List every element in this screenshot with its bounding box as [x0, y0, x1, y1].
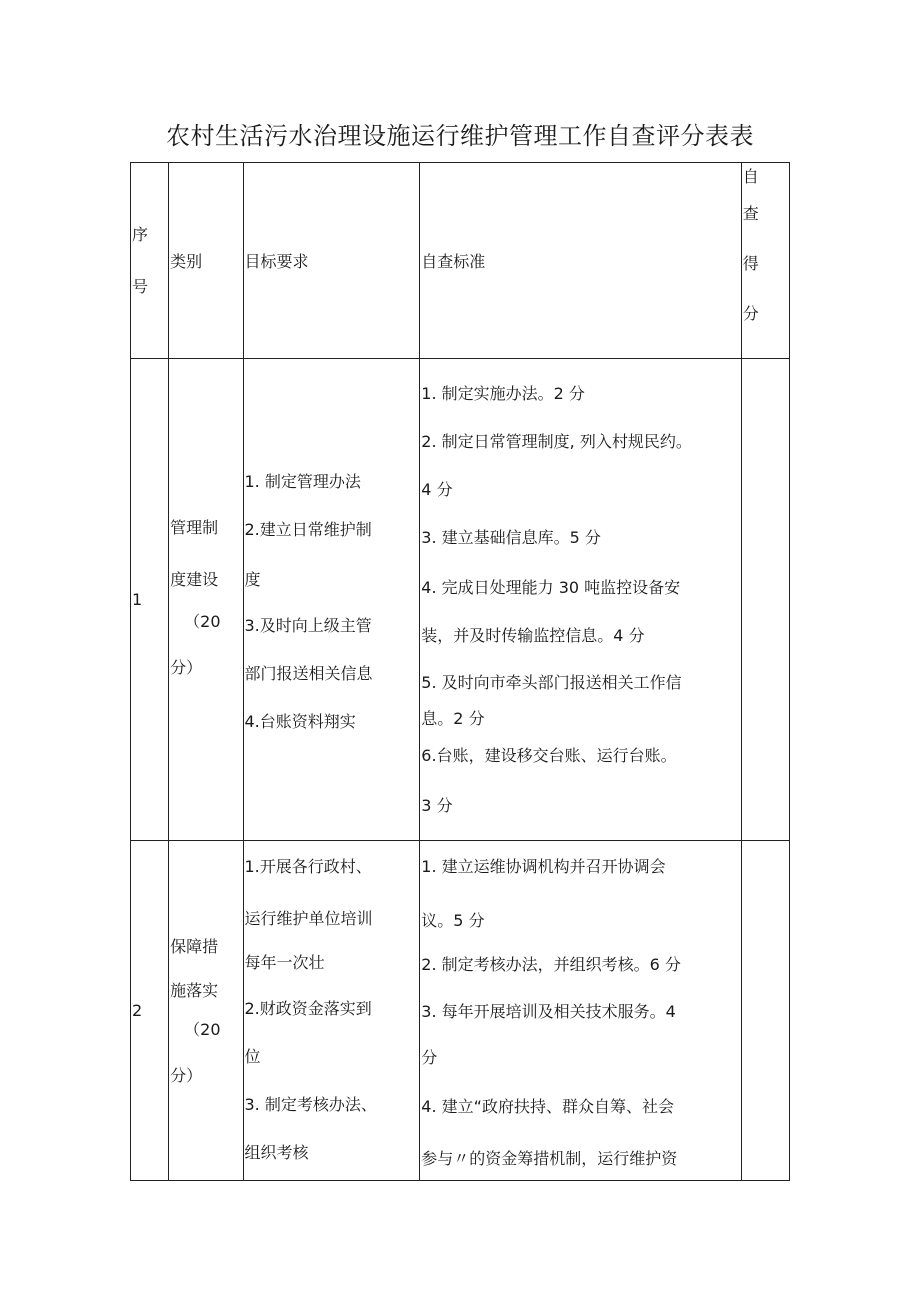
row-1-goal: 1. 制定管理办法 2.建立日常维护制 度 3.及时向上级主管 部门报送相关信息 4.台账资料翔实 — [243, 359, 420, 841]
row-2-score — [741, 841, 789, 1181]
row-1-score — [741, 359, 789, 841]
table-row — [131, 841, 790, 1181]
header-seq: 序 号 — [131, 163, 169, 359]
row-2-category: 保障措 施落实 （20 分） — [169, 841, 243, 1181]
row-1-standard: 1. 制定实施办法。2 分 2. 制定日常管理制度, 列入村规民约。 4 分 3. 建立基础信息库。5 分 4. 完成日处理能力 30 吨监控设备安 装，并及时传输监控信息。4 分 5. 及时向市牵头部门报送相关工作信 息。2 分 6.台账，建设移交台账、运行台账。 3 分 — [420, 359, 741, 841]
row-2-goal: 1.开展各行政村、 运行维护单位培训 每年一次壮 2.财政资金落实到 位 3. 制定考核办法、 组织考核 — [243, 841, 420, 1181]
row-1-category: 管理制 度建设 （20 分） — [169, 359, 243, 841]
row-2-standard: 1. 建立运维协调机构并召开协调会 议。5 分 2. 制定考核办法，并组织考核。6 分 3. 每年开展培训及相关技术服务。4 分 4. 建立“政府扶持、群众自筹、社会 参与〃的资金筹措机制，运行维护资 — [420, 841, 741, 1181]
table-header-row — [131, 163, 790, 359]
header-score: 自 查 得 分 — [741, 163, 789, 359]
header-category: 类别 — [169, 163, 243, 359]
row-2-seq: 2 — [131, 841, 169, 1181]
table-row — [131, 359, 790, 841]
row-1-seq: 1 — [131, 359, 169, 841]
self-check-score-table — [130, 162, 790, 1181]
header-goal: 目标要求 — [243, 163, 420, 359]
page-title: 农村生活污水治理设施运行维护管理工作自查评分表表 — [166, 122, 754, 150]
header-standard: 自查标准 — [420, 163, 741, 359]
